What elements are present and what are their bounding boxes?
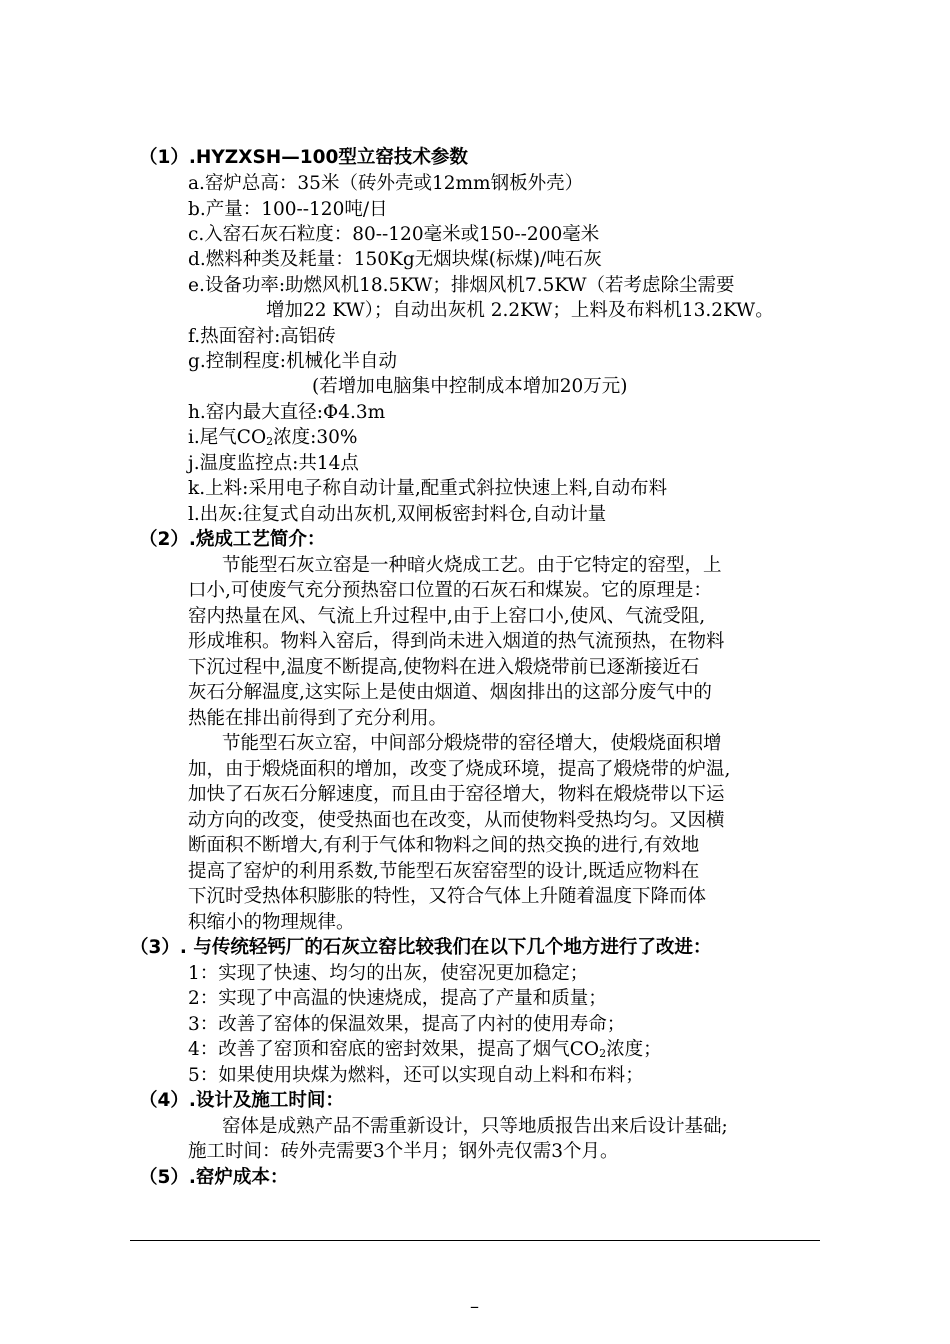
process-para2-line2: 加，由于煅烧面积的增加，改变了烧成环境，提高了煅烧带的炉温,: [188, 759, 731, 780]
param-control-note: (若增加电脑集中控制成本增加20万元): [312, 376, 628, 397]
improvement-2: 2：实现了中高温的快速烧成，提高了产量和质量；: [188, 988, 607, 1009]
param-total-height: a.窑炉总高：35米（砖外壳或12mm钢板外壳）: [188, 173, 584, 194]
improvement-5: 5：如果使用块煤为燃料，还可以实现自动上料和布料；: [188, 1065, 644, 1086]
page-number: –: [470, 1296, 479, 1317]
process-para2-line7: 下沉时受热体积膨胀的特性，又符合气体上升随着温度下降而体: [188, 886, 707, 907]
improvement-3: 3：改善了窑体的保温效果，提高了内衬的使用寿命；: [188, 1014, 626, 1035]
param-control: g.控制程度:机械化半自动: [188, 351, 397, 372]
param-discharge: l.出灰:往复式自动出灰机,双闸板密封料仓,自动计量: [188, 504, 607, 525]
process-para2-line4: 动方向的改变，使受热面也在改变，从而使物料受热均匀。又因横: [188, 810, 725, 831]
process-para1-line1: 节能型石灰立窑是一种暗火烧成工艺。由于它特定的窑型，上: [222, 555, 722, 576]
section-3-heading: （3）. 与传统轻钙厂的石灰立窑比较我们在以下几个地方进行了改进：: [130, 937, 712, 958]
param-co2: i.尾气$CO_2$浓度:30%: [188, 427, 358, 448]
process-para2-line5: 断面积不断增大,有利于气体和物料之间的热交换的进行,有效地: [188, 835, 700, 856]
param-power: e.设备功率:助燃风机18.5KW；排烟风机7.5KW（若考虑除尘需要: [188, 275, 735, 296]
process-para2-line3: 加快了石灰石分解速度，而且由于窑径增大，物料在煅烧带以下运: [188, 784, 725, 805]
schedule-line2: 施工时间：砖外壳需要3个半月；钢外壳仅需3个月。: [188, 1141, 619, 1162]
process-para1-line5: 下沉过程中,温度不断提高,使物料在进入煅烧带前已逐渐接近石: [188, 657, 700, 678]
param-output: b.产量：100--120吨/日: [188, 199, 388, 220]
section-2-heading: （2）.烧成工艺简介：: [139, 529, 326, 550]
section-5-heading: （5）.窑炉成本：: [139, 1167, 289, 1188]
section-4-heading: （4）.设计及施工时间：: [139, 1090, 344, 1111]
param-power-continued: 增加22 KW）；自动出灰机 2.2KW；上料及布料机13.2KW。: [266, 300, 774, 321]
process-para1-line4: 形成堆积。物料入窑后，得到尚未进入烟道的热气流预热，在物料: [188, 631, 725, 652]
param-lining: f.热面窑衬:高铝砖: [188, 326, 336, 347]
schedule-line1: 窑体是成熟产品不需重新设计，只等地质报告出来后设计基础;: [222, 1116, 728, 1137]
process-para1-line6: 灰石分解温度,这实际上是使由烟道、烟囱排出的这部分废气中的: [188, 682, 712, 703]
process-para2-line6: 提高了窑炉的利用系数,节能型石灰窑窑型的设计,既适应物料在: [188, 861, 700, 882]
improvement-1: 1：实现了快速、均匀的出灰，使窑况更加稳定；: [188, 963, 589, 984]
param-limestone-size: c.入窑石灰石粒度：80--120毫米或150--200毫米: [188, 224, 600, 245]
process-para2-line1: 节能型石灰立窑，中间部分煅烧带的窑径增大，使煅烧面积增: [222, 733, 722, 754]
process-para1-line7: 热能在排出前得到了充分利用。: [188, 708, 448, 729]
param-temperature-points: j.温度监控点:共14点: [188, 453, 359, 474]
process-para1-line2: 口小,可使废气充分预热窑口位置的石灰石和煤炭。它的原理是：: [188, 580, 712, 601]
param-diameter: h.窑内最大直径:Φ4.3m: [188, 402, 386, 423]
improvement-4: 4：改善了窑顶和窑底的密封效果，提高了烟气$CO_2$浓度；: [188, 1039, 662, 1060]
section-1-heading: （1）.HYZXSH—100型立窑技术参数: [139, 147, 468, 168]
footer-divider: [130, 1240, 820, 1241]
process-para1-line3: 窑内热量在风、气流上升过程中,由于上窑口小,使风、气流受阻,: [188, 606, 706, 627]
process-para2-line8: 积缩小的物理规律。: [188, 912, 355, 933]
param-fuel: d.燃料种类及耗量：150Kg无烟块煤(标煤)/吨石灰: [188, 249, 602, 270]
param-feeding: k.上料:采用电子称自动计量,配重式斜拉快速上料,自动布料: [188, 478, 668, 499]
